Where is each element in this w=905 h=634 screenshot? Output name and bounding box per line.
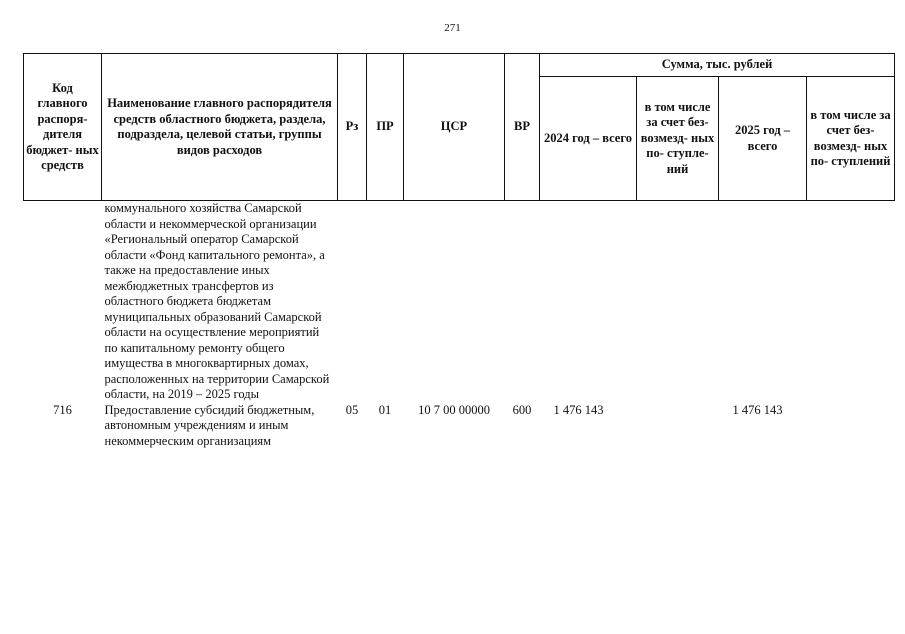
row-name: коммунального хозяйства Самарской области и некоммерческой организации «Региональный оператор Самарской области «Фонд капитального ремонта», а также на предоставление иных межбюджетных трансфертов из областного бюджета бюджетам муниципальных образований Самарской области на осуществление мероприятий по капитальному ремонту общего имущества в многоквартирных домах, расположенных на территории Самарской области, на 2019 – 2025 годы [104,201,330,401]
budget-table [23,53,895,449]
row-code: 716 [53,402,72,417]
header-pr: ПР [367,54,404,201]
row-csr [404,201,505,403]
row-2024-total [540,201,637,403]
header-2024-grants: в том числе за счет без- возмезд- ных по- ступле- ний [637,77,719,201]
header-2025-total: 2025 год – всего [719,77,807,201]
header-name: Наименование главного распорядителя средств областного бюджета, раздела, подраздела, целевой статьи, группы видов расходов [102,54,338,201]
header-sum: Сумма, тыс. рублей [540,54,895,77]
table-body [24,201,895,450]
row-vr: 600 [512,402,532,417]
header-code: Код главного распоря- дителя бюджет- ных средств [24,54,102,201]
row-2025-grants [807,201,895,403]
header-csr: ЦСР [404,54,505,201]
row-2024-grants [637,403,719,450]
header-2025-grants: в том числе за счет без- возмезд- ных по- ступлений [807,77,895,201]
header-2024-total: 2024 год – всего [540,77,637,201]
row-2025-grants [807,403,895,450]
header-rz: Рз [338,54,367,201]
row-rz [338,201,367,403]
row-csr: 10 7 00 00000 [418,402,490,417]
page-number: 271 [444,22,461,34]
row-2024-grants [637,201,719,403]
table-header [24,54,895,201]
row-pr [367,201,404,403]
row-pr: 01 [378,402,392,417]
row-vr [505,201,540,403]
row-2024-total: 1 476 143 [553,402,604,417]
row-code [24,201,102,403]
row-2025-total: 1 476 143 [732,402,783,417]
row-2025-total [719,201,807,403]
row-rz: 05 [345,402,359,417]
row-name: Предоставление субсидий бюджетным, автономным учреждениям и иным некоммерческим организациям [104,402,315,448]
table-row [24,403,895,450]
header-vr: ВР [505,54,540,201]
table-row [24,201,895,403]
